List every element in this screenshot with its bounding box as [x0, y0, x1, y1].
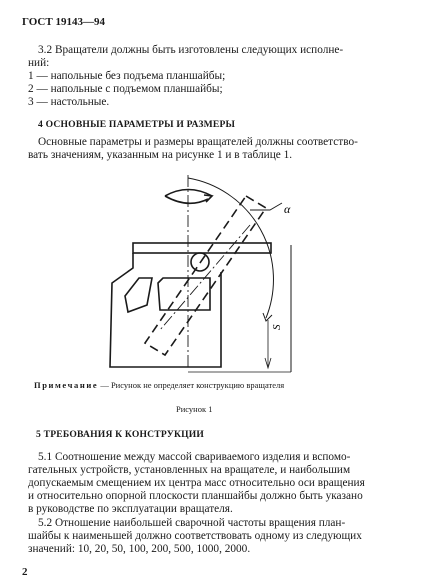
- note-label: Примечание: [34, 380, 99, 390]
- s4-line2: вать значениям, указанным на рисунке 1 и в таблице 1.: [28, 149, 293, 161]
- label-alpha: α: [284, 202, 291, 216]
- s51-line: 5.1 Соотношение между массой свариваемого изделия и вспомо-: [38, 451, 351, 463]
- figure-caption: Рисунок 1: [176, 404, 213, 414]
- list-item: 3 — настольные.: [28, 96, 110, 108]
- page-number: 2: [22, 566, 28, 578]
- s51-line: гательных устройств, установленных на вращателе, и наибольшим: [28, 464, 351, 476]
- s4-line1: Основные параметры и размеры вращателей должны соответство-: [38, 136, 358, 148]
- housing-window: [125, 278, 152, 312]
- s52-line: 5.2 Отношение наибольшей сварочной частоты вращения план-: [38, 517, 346, 529]
- list-item: 2 — напольные с подъемом планшайбы;: [28, 83, 223, 95]
- s51-line: допускаемым смещением их центра масс относительно оси вращения: [28, 477, 365, 489]
- label-s: S: [271, 324, 283, 330]
- note-text: — Рисунок не определяет конструкцию вращателя: [98, 380, 285, 390]
- tilted-plate-dashed: [145, 196, 266, 355]
- inner-block: [158, 278, 210, 310]
- s51-line: и относительно опорной плоскости планшайбы должно быть указано: [28, 490, 363, 502]
- alpha-leader: [250, 203, 282, 210]
- list-item: 1 — напольные без подъема планшайбы;: [28, 70, 226, 82]
- s52-line: шайбы к наименьшей должно соответствовать одному из следующих: [28, 530, 362, 542]
- document-header: ГОСТ 19143—94: [22, 16, 105, 28]
- section-5-heading: 5 ТРЕБОВАНИЯ К КОНСТРУКЦИИ: [36, 429, 205, 440]
- rotation-arrow-lower: [165, 196, 208, 203]
- section-4-heading: 4 ОСНОВНЫЕ ПАРАМЕТРЫ И РАЗМЕРЫ: [38, 119, 236, 130]
- s52-line: значений: 10, 20, 50, 100, 200, 500, 1000, 2000.: [28, 543, 251, 555]
- s51-line: в руководстве по эксплуатации вращателя.: [28, 503, 233, 515]
- s32-line2: ний:: [28, 57, 50, 69]
- figure-note: [34, 380, 284, 390]
- faceplate: [133, 243, 271, 253]
- s32-line1: 3.2 Вращатели должны быть изготовлены следующих исполне-: [38, 44, 344, 56]
